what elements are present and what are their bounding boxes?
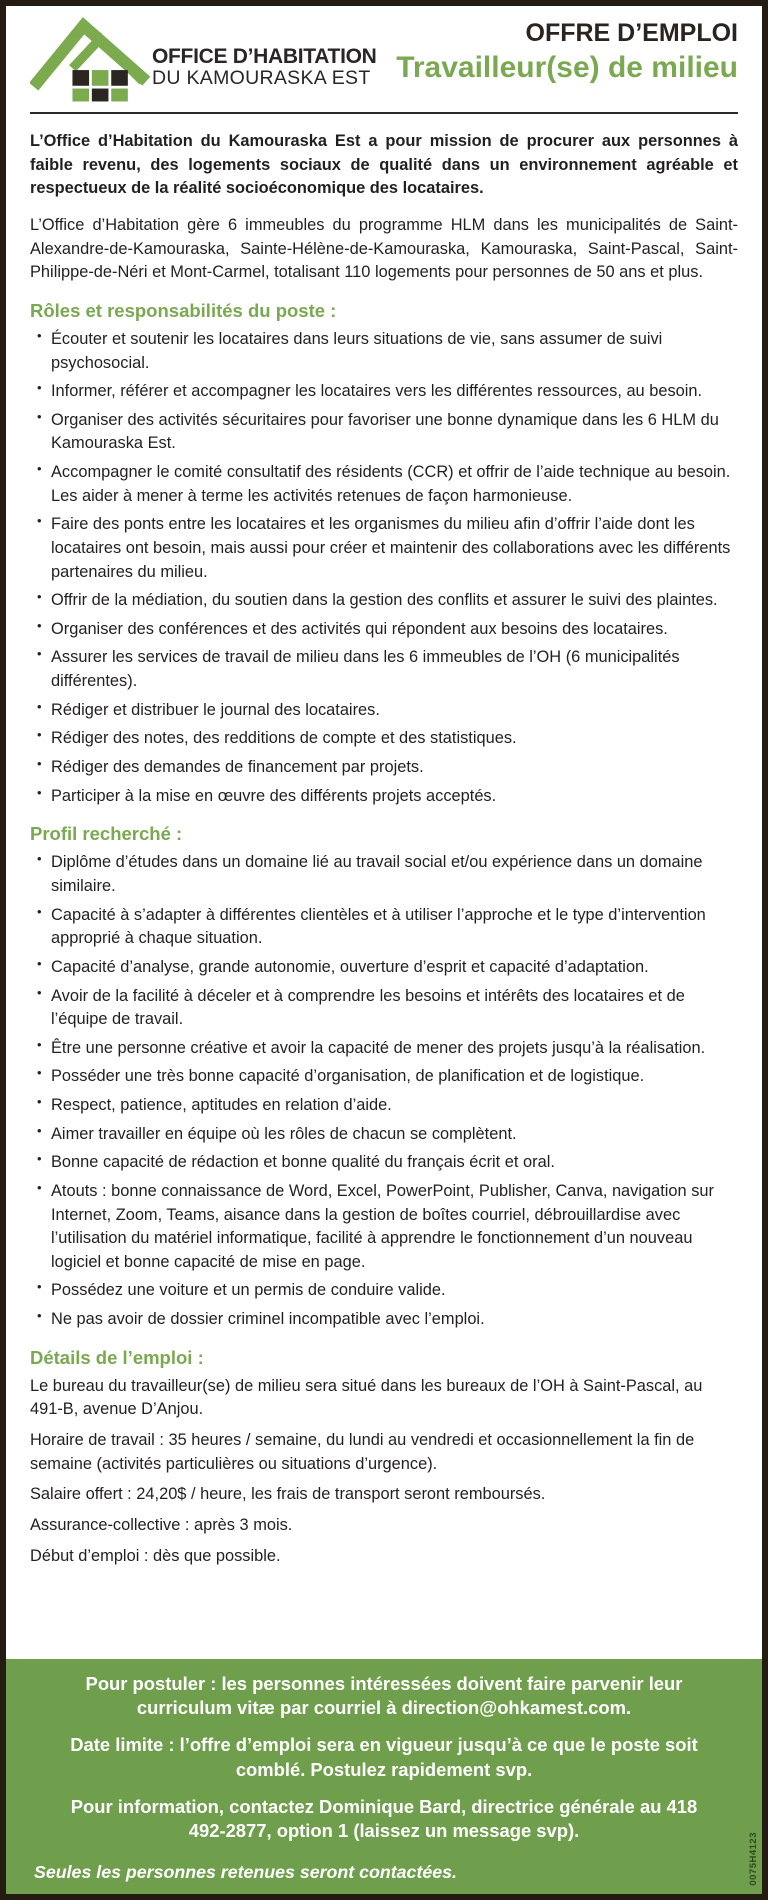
offer-label: OFFRE D’EMPLOI bbox=[525, 19, 738, 47]
list-item: • Rédiger des demandes de financement par projets. bbox=[30, 756, 738, 780]
list-item: • Diplôme d’études dans un domaine lié au travail social et/ou expérience dans un domaine similaire. bbox=[30, 851, 738, 898]
roles-list bbox=[30, 328, 738, 808]
list-item: • Être une personne créative et avoir la capacité de mener des projets jusqu’à la réalisation. bbox=[30, 1037, 738, 1061]
list-item: • Avoir de la facilité à déceler et à comprendre les besoins et intérêts des locataires et de l’équipe de travail. bbox=[30, 985, 738, 1032]
detail-line: Assurance-collective : après 3 mois. bbox=[30, 1515, 293, 1534]
apply-instructions: Pour postuler : les personnes intéressées doivent faire parvenir leur curriculum vitæ par courriel à direction@ohkamest.com. bbox=[85, 1672, 683, 1719]
detail-line: Début d’emploi : dès que possible. bbox=[30, 1546, 281, 1565]
list-item: • Faire des ponts entre les locataires et les organismes du milieu afin d’offrir l’aide dont les locataires ont besoin, mais aussi pour créer et maintenir des collaborations avec les différents partenaires du milieu. bbox=[30, 513, 738, 584]
section-details bbox=[30, 1347, 738, 1569]
list-item: • Écouter et soutenir les locataires dans leurs situations de vie, sans assumer de suivi psychosocial. bbox=[30, 328, 738, 375]
list-item: • Capacité à s’adapter à différentes clientèles et à utiliser l’approche et le type d’intervention approprié à chaque situation. bbox=[30, 904, 738, 951]
section-roles bbox=[30, 300, 738, 808]
list-item: • Organiser des conférences et des activités qui répondent aux besoins des locataires. bbox=[30, 618, 738, 642]
list-item: • Rédiger des notes, des redditions de compte et des statistiques. bbox=[30, 727, 738, 751]
org-name bbox=[152, 46, 377, 89]
document-code: 0075H4123 bbox=[748, 1832, 759, 1886]
mission-paragraph: L’Office d’Habitation du Kamouraska Est a pour mission de procurer aux personnes à faible revenu, des logements sociaux de qualité dans un environnement agréable et respectueux de la réalité socioéconomique des locataires. bbox=[30, 132, 738, 198]
section-heading-details: Détails de l’emploi : bbox=[30, 1346, 204, 1368]
list-item: • Atouts : bonne connaissance de Word, Excel, PowerPoint, Publisher, Canva, navigation sur Internet, Zoom, Teams, aisance dans la gestion de boîtes courriel, débrouillardise avec l’utilisation du matériel informatique, facilité à apprendre le fonctionnement d’un nouveau logiciel et bonne capacité de mise en page. bbox=[30, 1180, 738, 1275]
footer bbox=[6, 1659, 762, 1894]
list-item: • Bonne capacité de rédaction et bonne qualité du français écrit et oral. bbox=[30, 1151, 738, 1175]
list-item: • Respect, patience, aptitudes en relation d’aide. bbox=[30, 1094, 738, 1118]
header bbox=[6, 6, 762, 102]
list-item: • Capacité d’analyse, grande autonomie, ouverture d’esprit et capacité d’adaptation. bbox=[30, 956, 738, 980]
section-profile bbox=[30, 823, 738, 1331]
masthead bbox=[396, 20, 738, 85]
list-item: • Accompagner le comité consultatif des résidents (CCR) et offrir de l’aide technique au besoin. Les aider à mener à terme les activités retenues de façon harmonieuse. bbox=[30, 461, 738, 508]
org-name-line1: OFFICE D’HABITATION bbox=[152, 45, 377, 68]
list-item: • Ne pas avoir de dossier criminel incompatible avec l’emploi. bbox=[30, 1308, 738, 1332]
details-list bbox=[30, 1375, 738, 1568]
list-item: • Offrir de la médiation, du soutien dans la gestion des conflits et assurer le suivi des plaintes. bbox=[30, 589, 738, 613]
org-description-paragraph: L’Office d’Habitation gère 6 immeubles du programme HLM dans les municipalités de Saint-Alexandre-de-Kamouraska, Sainte-Hélène-de-Kamouraska, Kamouraska, Saint-Pascal, Saint-Philippe-de-Néri et Mont-Carmel, totalisant 110 logements pour personnes de 50 ans et plus. bbox=[30, 215, 738, 282]
selection-note: Seules les personnes retenues seront contactées. bbox=[34, 1861, 457, 1882]
deadline-note: Date limite : l’offre d’emploi sera en vigueur jusqu’à ce que le poste soit comblé. Postulez rapidement svp. bbox=[70, 1734, 698, 1780]
job-title: Travailleur(se) de milieu bbox=[396, 50, 738, 84]
contact-info: Pour information, contactez Dominique Bard, directrice générale au 418 492-2877, option 1 (laissez un message svp). bbox=[70, 1795, 698, 1842]
section-heading-roles: Rôles et responsabilités du poste : bbox=[30, 299, 337, 321]
list-item: • Informer, référer et accompagner les locataires vers les différentes ressources, au besoin. bbox=[30, 380, 738, 404]
list-item: • Assurer les services de travail de milieu dans les 6 immeubles de l’OH (6 municipalités différentes). bbox=[30, 646, 738, 693]
profile-list bbox=[30, 851, 738, 1331]
org-logo bbox=[30, 16, 377, 102]
list-item: • Organiser des activités sécuritaires pour favoriser une bonne dynamique dans les 6 HLM du Kamouraska Est. bbox=[30, 409, 738, 456]
content bbox=[6, 114, 762, 1659]
org-name-line2: DU KAMOURASKA EST bbox=[152, 67, 371, 90]
list-item: • Possédez une voiture et un permis de conduire valide. bbox=[30, 1279, 738, 1303]
house-logo-icon bbox=[30, 16, 150, 102]
list-item: • Participer à la mise en œuvre des différents projets acceptés. bbox=[30, 785, 738, 809]
list-item: • Rédiger et distribuer le journal des locataires. bbox=[30, 699, 738, 723]
detail-line: Le bureau du travailleur(se) de milieu sera situé dans les bureaux de l’OH à Saint-Pascal, au 491-B, avenue D’Anjou. bbox=[30, 1376, 703, 1419]
list-item: • Aimer travailler en équipe où les rôles de chacun se complètent. bbox=[30, 1123, 738, 1147]
list-item: • Posséder une très bonne capacité d’organisation, de planification et de logistique. bbox=[30, 1065, 738, 1089]
detail-line: Salaire offert : 24,20$ / heure, les frais de transport seront remboursés. bbox=[30, 1485, 546, 1504]
section-heading-profile: Profil recherché : bbox=[30, 823, 183, 845]
detail-line: Horaire de travail : 35 heures / semaine, du lundi au vendredi et occasionnellement la fin de semaine (activités particulières ou situations d’urgence). bbox=[30, 1431, 695, 1473]
